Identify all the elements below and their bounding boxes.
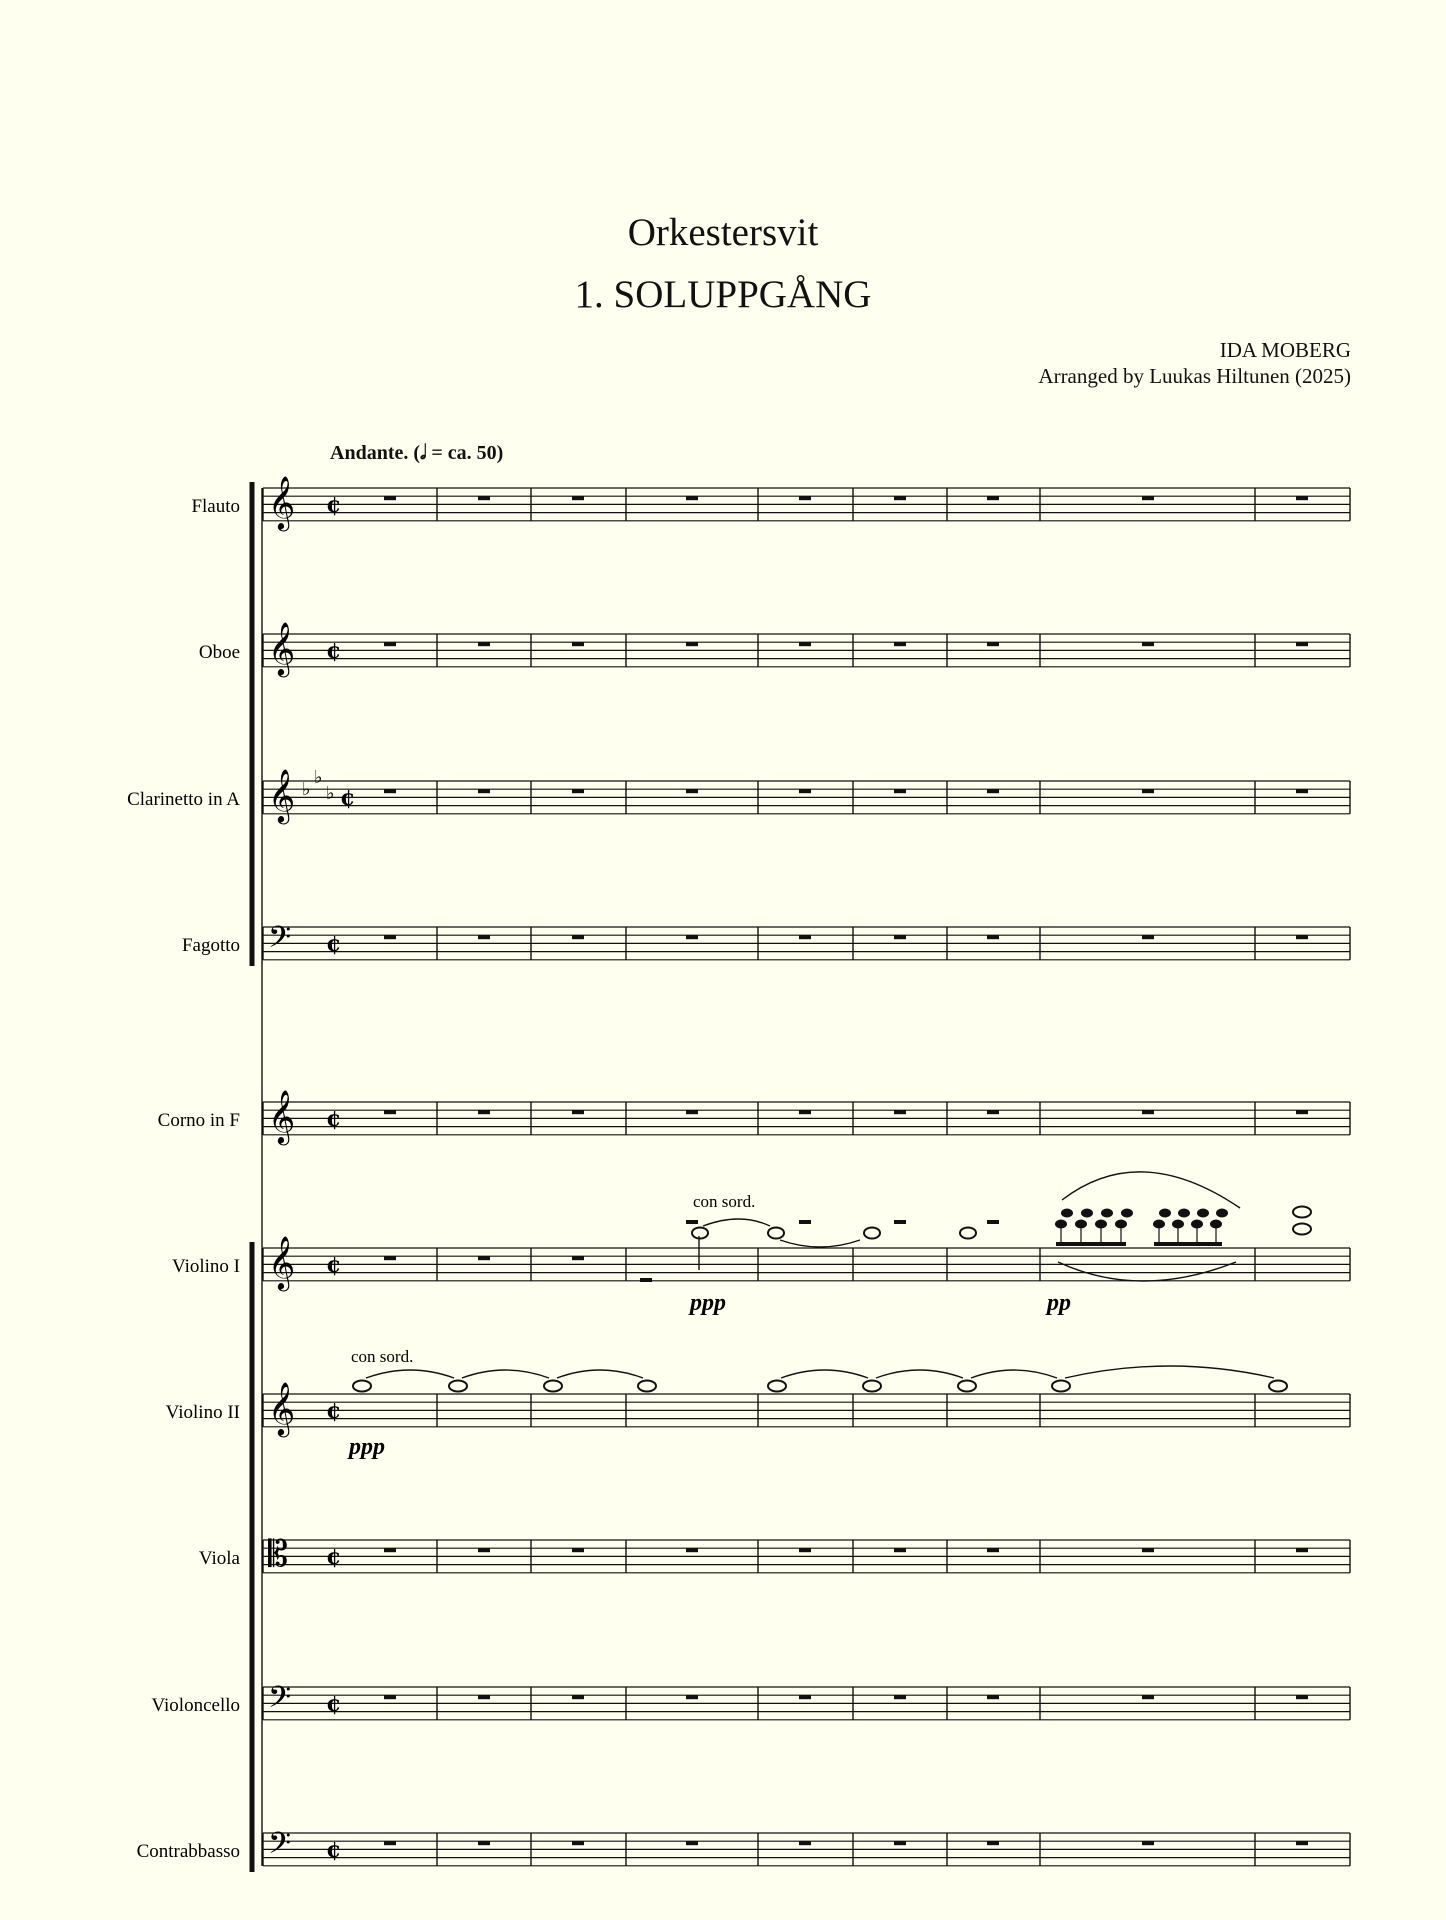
staff-violoncello — [151, 1681, 1350, 1722]
tie — [462, 1370, 549, 1378]
whole-rest — [987, 1695, 999, 1699]
time-signature: ¢ — [326, 1106, 342, 1132]
whole-rest — [894, 1548, 906, 1552]
instrument-name: Violino II — [165, 1402, 240, 1423]
flat-icon: ♭ — [314, 767, 323, 788]
tie — [780, 1240, 860, 1247]
whole-rest — [799, 935, 811, 939]
whole-rest — [1142, 1110, 1154, 1114]
whole-rest — [894, 789, 906, 793]
note-head — [1197, 1209, 1209, 1218]
note-head — [353, 1381, 371, 1392]
whole-rest — [478, 789, 490, 793]
whole-rest — [987, 1548, 999, 1552]
whole-rest — [478, 935, 490, 939]
whole-rest — [1296, 496, 1308, 500]
vln1-con-sord: con sord. — [693, 1192, 756, 1211]
note-head — [1052, 1381, 1070, 1392]
whole-rest — [987, 1220, 999, 1224]
whole-rest — [894, 935, 906, 939]
time-signature: ¢ — [340, 785, 356, 811]
whole-rest — [894, 1695, 906, 1699]
note-head — [958, 1381, 976, 1392]
whole-rest — [987, 1841, 999, 1845]
whole-rest — [572, 789, 584, 793]
note-head — [864, 1228, 880, 1239]
whole-rest — [987, 642, 999, 646]
whole-rest — [799, 1110, 811, 1114]
beam — [1056, 1242, 1126, 1246]
time-signature: ¢ — [326, 931, 342, 957]
note-head — [1178, 1209, 1190, 1218]
time-signature: ¢ — [326, 492, 342, 518]
whole-rest — [686, 935, 698, 939]
whole-rest — [384, 1841, 396, 1845]
staff-oboe — [199, 621, 1350, 677]
staff-fagotto — [182, 921, 1350, 962]
instrument-name: Violino I — [172, 1256, 240, 1277]
whole-rest — [686, 496, 698, 500]
whole-rest — [572, 642, 584, 646]
whole-rest — [478, 496, 490, 500]
instrument-name: Oboe — [198, 642, 240, 663]
whole-rest — [478, 1256, 490, 1260]
whole-rest — [1142, 1841, 1154, 1845]
bass-clef-icon: 𝄢 — [268, 1827, 292, 1868]
half-rest — [640, 1278, 652, 1282]
note-head — [863, 1381, 881, 1392]
note-head — [1101, 1209, 1113, 1218]
whole-rest — [987, 1110, 999, 1114]
note-head — [1293, 1224, 1311, 1235]
staff-contrabbasso — [137, 1827, 1350, 1868]
whole-rest — [572, 496, 584, 500]
whole-rest — [987, 789, 999, 793]
whole-rest — [987, 935, 999, 939]
treble-clef-icon: 𝄞 — [268, 1381, 296, 1435]
composer: IDA MOBERG — [1219, 338, 1351, 362]
whole-rest — [894, 642, 906, 646]
whole-rest — [1296, 789, 1308, 793]
treble-clef-icon: 𝄞 — [268, 1089, 296, 1143]
staff-corno-in-f — [158, 1089, 1350, 1145]
whole-rest — [384, 935, 396, 939]
time-signature: ¢ — [326, 1691, 342, 1717]
staff-clarinetto-in-a — [127, 767, 1350, 824]
whole-rest — [478, 642, 490, 646]
whole-rest — [1296, 1695, 1308, 1699]
vln2-con-sord: con sord. — [351, 1347, 414, 1366]
note-head — [1293, 1207, 1311, 1218]
staff-violino-ii — [166, 1381, 1350, 1437]
time-signature: ¢ — [326, 1398, 342, 1424]
whole-rest — [686, 1548, 698, 1552]
whole-rest — [572, 1256, 584, 1260]
whole-rest — [894, 1220, 906, 1224]
bass-clef-icon: 𝄢 — [268, 921, 292, 962]
whole-rest — [799, 1695, 811, 1699]
instrument-name: Fagotto — [181, 935, 240, 956]
whole-rest — [384, 496, 396, 500]
tie — [1065, 1366, 1274, 1378]
whole-rest — [384, 1256, 396, 1260]
note-head — [638, 1381, 656, 1392]
whole-rest — [1142, 935, 1154, 939]
time-signature: ¢ — [326, 638, 342, 664]
whole-rest — [987, 496, 999, 500]
arranger: Arranged by Luukas Hiltunen (2025) — [1038, 364, 1351, 388]
instrument-name: Corno in F — [157, 1110, 240, 1131]
tie — [557, 1370, 643, 1378]
whole-rest — [384, 1695, 396, 1699]
tie — [366, 1370, 454, 1378]
whole-rest — [1142, 642, 1154, 646]
whole-rest — [799, 1220, 811, 1224]
whole-rest — [572, 1548, 584, 1552]
whole-rest — [478, 1841, 490, 1845]
tempo-label: Andante. — [330, 442, 409, 464]
note-head — [1216, 1209, 1228, 1218]
whole-rest — [384, 789, 396, 793]
flat-icon: ♭ — [302, 779, 311, 800]
treble-clef-icon: 𝄞 — [268, 475, 296, 529]
whole-rest — [799, 789, 811, 793]
treble-clef-icon: 𝄞 — [268, 621, 296, 675]
whole-rest — [799, 496, 811, 500]
instrument-name: Violoncello — [151, 1695, 240, 1716]
whole-rest — [478, 1548, 490, 1552]
flat-icon: ♭ — [326, 783, 335, 804]
vln2-dynamic-ppp: ppp — [349, 1434, 385, 1460]
whole-rest — [1296, 935, 1308, 939]
instrument-name: Clarinetto in A — [127, 789, 240, 810]
treble-clef-icon: 𝄞 — [268, 768, 296, 822]
time-signature: ¢ — [326, 1837, 342, 1863]
whole-rest — [384, 1110, 396, 1114]
vln1-dynamic-ppp: ppp — [690, 1290, 726, 1316]
tempo-metronome: (𝅗𝅥 = ca. 50) — [413, 442, 504, 464]
whole-rest — [478, 1695, 490, 1699]
whole-rest — [686, 1695, 698, 1699]
alto-clef-icon: 𝄡 — [268, 1534, 289, 1575]
score-title: Orkestersvit — [627, 211, 819, 254]
note-head — [449, 1381, 467, 1392]
whole-rest — [1142, 789, 1154, 793]
tie — [971, 1370, 1057, 1378]
whole-rest — [1296, 1110, 1308, 1114]
whole-rest — [572, 935, 584, 939]
whole-rest — [686, 1110, 698, 1114]
whole-rest — [686, 642, 698, 646]
vln1-dynamic-pp: pp — [1047, 1290, 1071, 1316]
whole-rest — [384, 642, 396, 646]
note-head — [544, 1381, 562, 1392]
whole-rest — [686, 1841, 698, 1845]
note-head — [1081, 1209, 1093, 1218]
instrument-name: Flauto — [191, 496, 240, 517]
bass-clef-icon: 𝄢 — [268, 1681, 292, 1722]
whole-rest — [1142, 496, 1154, 500]
whole-rest — [799, 1548, 811, 1552]
tie — [781, 1370, 868, 1378]
note-head — [692, 1228, 708, 1239]
whole-rest — [1142, 1695, 1154, 1699]
whole-rest — [894, 1841, 906, 1845]
whole-rest — [1296, 1841, 1308, 1845]
note-head — [1121, 1209, 1133, 1218]
time-signature: ¢ — [326, 1544, 342, 1570]
whole-rest — [686, 1220, 698, 1224]
whole-rest — [1142, 1548, 1154, 1552]
whole-rest — [384, 1548, 396, 1552]
whole-rest — [1296, 1548, 1308, 1552]
whole-rest — [894, 1110, 906, 1114]
whole-rest — [572, 1695, 584, 1699]
instrument-name: Contrabbasso — [136, 1841, 240, 1862]
whole-rest — [572, 1110, 584, 1114]
note-head — [768, 1381, 786, 1392]
slur — [1062, 1172, 1240, 1208]
tie — [703, 1219, 770, 1226]
whole-rest — [799, 642, 811, 646]
staff-flauto — [191, 475, 1350, 531]
staff-viola — [199, 1534, 1350, 1575]
note-head — [768, 1228, 784, 1239]
whole-rest — [572, 1841, 584, 1845]
tie — [876, 1370, 963, 1378]
whole-rest — [799, 1841, 811, 1845]
note-head — [1061, 1209, 1073, 1218]
whole-rest — [478, 1110, 490, 1114]
time-signature: ¢ — [326, 1252, 342, 1278]
note-head — [960, 1228, 976, 1239]
note-head — [1159, 1209, 1171, 1218]
whole-rest — [686, 789, 698, 793]
beam — [1154, 1242, 1222, 1246]
whole-rest — [1296, 642, 1308, 646]
note-head — [1269, 1381, 1287, 1392]
movement-title: 1. SOLUPPGÅNG — [574, 273, 872, 316]
whole-rest — [894, 496, 906, 500]
instrument-name: Viola — [198, 1548, 240, 1569]
treble-clef-icon: 𝄞 — [268, 1235, 296, 1289]
